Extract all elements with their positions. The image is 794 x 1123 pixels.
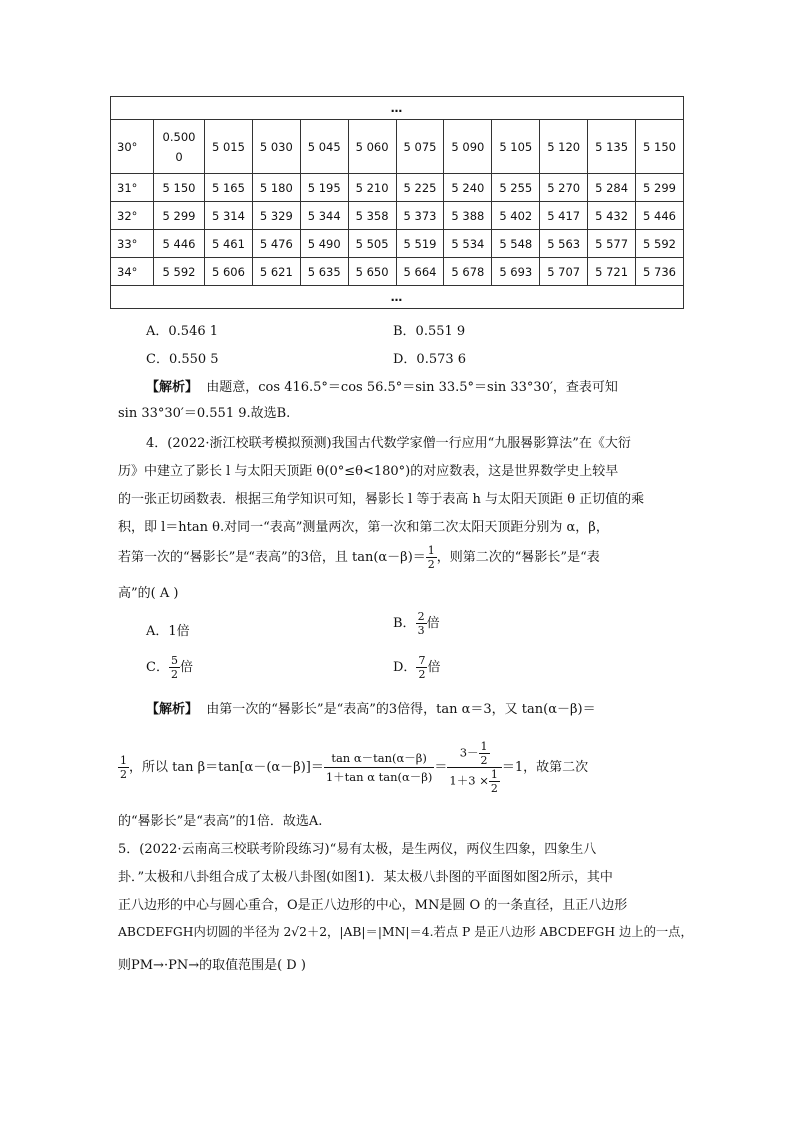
value-cell: 5 446: [636, 202, 684, 230]
value-cell: 5 090: [444, 120, 492, 174]
value-cell: 5 548: [492, 230, 540, 258]
q4-option-b: [393, 610, 440, 637]
value-cell: 5 135: [588, 120, 636, 174]
q3-solution-text1: 由题意，cos 416.5°＝cos 56.5°＝sin 33.5°＝sin 33°30′，查表可知: [206, 380, 618, 395]
value-cell: 5 060: [348, 120, 396, 174]
value-cell: 5 577: [588, 230, 636, 258]
table-bottom-ellipsis: …: [111, 286, 684, 309]
table-row: [111, 202, 684, 230]
angle-cell: 32°: [111, 202, 154, 230]
value-cell: 5 534: [444, 230, 492, 258]
value-cell: 5 165: [205, 174, 253, 202]
fraction: [416, 610, 427, 637]
q4-option-c: [146, 654, 193, 681]
q4-option-a: A．1倍: [146, 624, 190, 639]
unit: 倍: [179, 660, 193, 675]
frac-den: [447, 768, 501, 795]
value-cell: 5 105: [492, 120, 540, 174]
unit: 倍: [427, 660, 441, 675]
q4-stem-line5: [118, 544, 600, 571]
value-cell: 5 678: [444, 258, 492, 286]
value-cell: 5 402: [492, 202, 540, 230]
value-cell: 5 592: [636, 230, 684, 258]
value-cell: 5 015: [205, 120, 253, 174]
value-cell: 5 635: [300, 258, 348, 286]
value-cell: 5 563: [540, 230, 588, 258]
option-label: D．: [393, 660, 417, 675]
q4-solution-line2: [118, 740, 588, 795]
value-cell: 5 388: [444, 202, 492, 230]
value-cell: 5 225: [396, 174, 444, 202]
value-cell: 5 664: [396, 258, 444, 286]
value-cell: 5 650: [348, 258, 396, 286]
first-value-cell: 5 150: [154, 174, 205, 202]
q5-stem-line2: 卦．”太极和八卦组合成了太极八卦图(如图1)．某太极八卦图的平面图如图2所示，其中: [118, 870, 613, 885]
frac-num: 1: [427, 544, 435, 557]
q3-solution-line2: sin 33°30′＝0.551 9.故选B.: [118, 406, 291, 421]
q4-stem-line5-a: 若第一次的“晷影长”是“表高”的3倍，且 tan(α－β)＝: [118, 550, 426, 565]
q4-solution-text2a: ，所以 tan β＝tan[α－(α－β)]＝: [129, 760, 324, 775]
value-cell: 5 417: [540, 202, 588, 230]
unit: 倍: [426, 616, 440, 631]
frac-den: 2: [490, 782, 498, 795]
solution-tag: 【解析】: [146, 380, 199, 395]
fraction-half: [489, 768, 500, 795]
frac-num: tan α－tan(α－β): [324, 749, 435, 768]
fraction: [416, 654, 427, 681]
frac-num: 1: [120, 754, 127, 767]
value-cell: 5 358: [348, 202, 396, 230]
first-value-cell: 5 446: [154, 230, 205, 258]
q4-stem-line2: 历》中建立了影长 l 与太阳天顶距 θ(0°≤θ<180°)的对应数表，这是世界数学史上较早: [118, 464, 619, 479]
value-cell: 5 240: [444, 174, 492, 202]
fraction-half: [426, 544, 437, 571]
q4-stem-line4: 积，即 l＝htan θ.对同一“表高”测量两次，第一次和第二次太阳天顶距分别为 α，β，: [118, 520, 609, 535]
option-label: C．: [146, 660, 169, 675]
q4-solution-text2b: ＝1，故第二次: [501, 760, 589, 775]
frac-num: 5: [170, 654, 178, 667]
value-cell: 5 490: [300, 230, 348, 258]
frac-den: 3: [417, 624, 425, 637]
value-cell: 5 373: [396, 202, 444, 230]
sine-table: [110, 96, 684, 309]
angle-cell: 30°: [111, 120, 154, 174]
q3-option-d: D．0.573 6: [393, 352, 467, 367]
value-cell: 5 707: [540, 258, 588, 286]
first-value-cell: [154, 120, 205, 174]
solution-tag: 【解析】: [146, 702, 199, 717]
table-row: [111, 174, 684, 202]
value-cell: 5 736: [636, 258, 684, 286]
q4-stem-line3: 的一张正切函数表．根据三角学知识可知，晷影长 l 等于表高 h 与太阳天顶距 θ 正切值的乘: [118, 492, 645, 507]
frac-num-text: 3－: [459, 745, 479, 760]
value-cell: 5 505: [348, 230, 396, 258]
equals-sign: ＝: [434, 760, 448, 775]
frac-num: 7: [418, 654, 426, 667]
value-cell: 5 195: [300, 174, 348, 202]
value-cell: 5 045: [300, 120, 348, 174]
numeric-fraction: [447, 740, 501, 795]
q3-option-c: C．0.550 5: [146, 352, 219, 367]
value-cell: 5 621: [252, 258, 300, 286]
frac-num: 1: [480, 740, 488, 753]
q3-option-a: A．0.546 1: [146, 324, 219, 339]
value-cell: 5 519: [396, 230, 444, 258]
q5-stem-line4: ABCDEFGH内切圆的半径为 2√2＋2，|AB|＝|MN|＝4.若点 P 是正八边形 ABCDEFGH 边上的一点，: [118, 925, 693, 939]
value-cell: 5 150: [636, 120, 684, 174]
frac-num: 2: [417, 610, 425, 623]
q4-stem-line1: 4．(2022·浙江校联考模拟预测)我国古代数学家僧一行应用“九服晷影算法”在《大衍: [146, 436, 631, 451]
table-top-ellipsis: …: [111, 97, 684, 120]
tan-difference-fraction: [324, 749, 435, 786]
frac-num: 1: [490, 768, 498, 781]
q4-solution-line1: [146, 698, 596, 717]
value-cell: 5 270: [540, 174, 588, 202]
q4-solution-text1: 由第一次的“晷影长”是“表高”的3倍得，tan α＝3，又 tan(α－β)＝: [206, 702, 596, 717]
first-value-b: 0: [175, 149, 183, 164]
q5-stem-line5: 则PM→·PN→的取值范围是( D ): [118, 958, 306, 973]
first-value-cell: 5 299: [154, 202, 205, 230]
angle-cell: 31°: [111, 174, 154, 202]
angle-cell: 33°: [111, 230, 154, 258]
frac-den: 2: [170, 668, 178, 681]
value-cell: 5 255: [492, 174, 540, 202]
q3-option-b: B．0.551 9: [393, 324, 466, 339]
value-cell: 5 314: [205, 202, 253, 230]
frac-den: 1＋tan α tan(α－β): [325, 770, 433, 784]
value-cell: 5 693: [492, 258, 540, 286]
table-row: [111, 120, 684, 174]
fraction-half: [118, 754, 129, 781]
frac-den-text: 1＋3 ×: [449, 773, 489, 788]
frac-den: 2: [427, 558, 435, 571]
value-cell: 5 461: [205, 230, 253, 258]
frac-num: [447, 740, 501, 768]
value-cell: 5 180: [252, 174, 300, 202]
frac-den: 2: [120, 768, 127, 781]
value-cell: 5 075: [396, 120, 444, 174]
fraction-half: [479, 740, 490, 767]
value-cell: 5 329: [252, 202, 300, 230]
value-cell: 5 120: [540, 120, 588, 174]
angle-cell: 34°: [111, 258, 154, 286]
value-cell: 5 476: [252, 230, 300, 258]
q4-option-d: [393, 654, 440, 681]
fraction: [169, 654, 180, 681]
q5-stem-line1: 5．(2022·云南高三校联考阶段练习)“易有太极，是生两仪，两仪生四象，四象生八: [118, 842, 597, 857]
q4-stem-line5-b: ，则第二次的“晷影长”是“表: [436, 550, 600, 565]
option-label: B．: [393, 616, 416, 631]
table-row: [111, 230, 684, 258]
frac-den: 2: [418, 668, 426, 681]
first-value-a: 0.500: [162, 129, 196, 144]
first-value-cell: 5 592: [154, 258, 205, 286]
frac-den: 2: [480, 754, 488, 767]
value-cell: 5 030: [252, 120, 300, 174]
value-cell: 5 606: [205, 258, 253, 286]
value-cell: 5 344: [300, 202, 348, 230]
q3-solution-line1: [146, 376, 618, 395]
value-cell: 5 210: [348, 174, 396, 202]
value-cell: 5 432: [588, 202, 636, 230]
table-row: [111, 258, 684, 286]
q5-stem-line3: 正八边形的中心与圆心重合，O是正八边形的中心，MN是圆 O 的一条直径，且正八边形: [118, 898, 628, 913]
value-cell: 5 299: [636, 174, 684, 202]
value-cell: 5 721: [588, 258, 636, 286]
q4-stem-line6: 高”的( A ): [118, 586, 179, 601]
q4-solution-line3: 的“晷影长”是“表高”的1倍．故选A.: [118, 814, 323, 829]
value-cell: 5 284: [588, 174, 636, 202]
